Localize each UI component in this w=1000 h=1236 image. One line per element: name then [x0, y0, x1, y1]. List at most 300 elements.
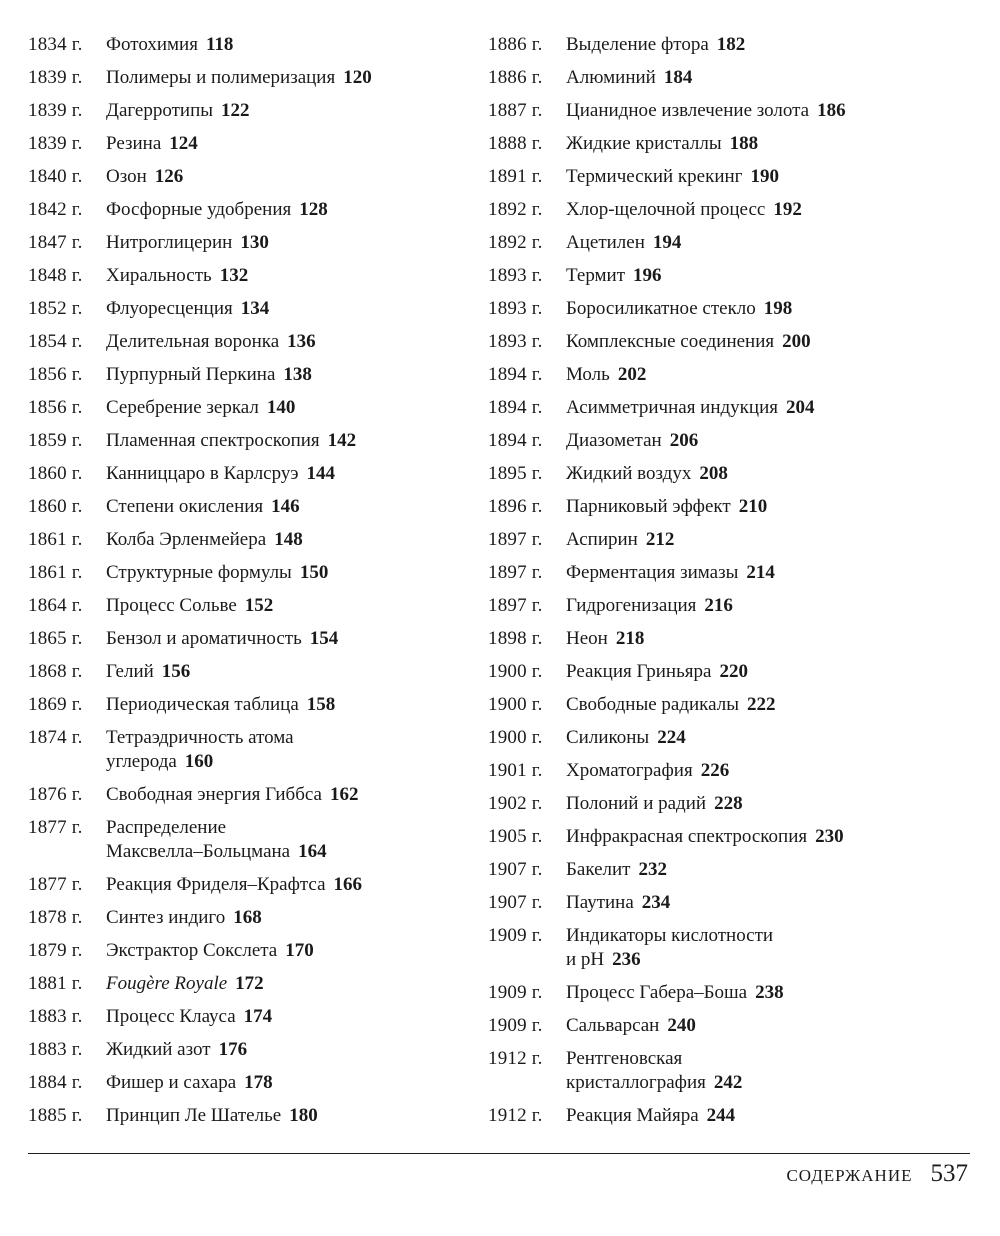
toc-entry-page: 160 [184, 751, 214, 772]
toc-entry-year: 1893 г. [488, 265, 543, 286]
toc-entry-year: 1909 г. [488, 925, 543, 946]
toc-entry [28, 165, 468, 189]
toc-entry-year: 1877 г. [28, 817, 83, 838]
toc-entry [28, 1104, 468, 1128]
toc-entry-text [566, 330, 968, 354]
toc-entry [28, 873, 468, 897]
toc-entry [488, 330, 968, 354]
toc-entry-page: 140 [266, 397, 296, 418]
toc-entry-title: Сальварсан [566, 1015, 660, 1036]
toc-entry-text [106, 783, 468, 807]
toc-entry-year: 1848 г. [28, 265, 83, 286]
toc-entry-text [566, 429, 968, 453]
toc-entry-page: 226 [700, 760, 730, 781]
toc-entry-title: Полимеры и полимеризация [106, 67, 336, 88]
toc-entry-year: 1909 г. [488, 982, 543, 1003]
toc-entry-text [566, 264, 968, 288]
toc-entry [488, 792, 968, 816]
toc-entry-page: 212 [645, 529, 675, 550]
toc-entry [28, 66, 468, 90]
toc-entry-year: 1894 г. [488, 397, 543, 418]
toc-entry-year: 1894 г. [488, 430, 543, 451]
toc-entry [488, 759, 968, 783]
toc-entry-text [566, 792, 968, 816]
toc-entry [488, 132, 968, 156]
toc-entry-title: Тетраэдричность атома [106, 727, 294, 748]
toc-entry-year: 1907 г. [488, 859, 543, 880]
toc-entry-year: 1900 г. [488, 727, 543, 748]
toc-entry-year: 1869 г. [28, 694, 83, 715]
toc-entry-page: 190 [750, 166, 779, 187]
page-footer [786, 1160, 968, 1188]
toc-entry [28, 1071, 468, 1095]
toc-entry-title: Резина [106, 133, 162, 154]
toc-entry-page: 208 [699, 463, 728, 484]
toc-entry-page: 220 [719, 661, 748, 682]
toc-entry-text [566, 231, 968, 255]
toc-entry-page: 184 [663, 67, 693, 88]
toc-entry-text [566, 561, 968, 585]
toc-entry-text [566, 693, 968, 717]
toc-entry-page: 124 [169, 133, 198, 154]
toc-entry [28, 33, 468, 57]
toc-entry [28, 627, 468, 651]
toc-entry-year: 1859 г. [28, 430, 83, 451]
toc-entry-text [566, 594, 968, 618]
toc-entry-year: 1891 г. [488, 166, 543, 187]
toc-entry-title: Жидкий азот [106, 1039, 211, 1060]
toc-entry-text [566, 198, 968, 222]
toc-entry [488, 726, 968, 750]
toc-entry-year: 1865 г. [28, 628, 83, 649]
toc-entry-text [566, 528, 968, 552]
toc-entry-text [106, 198, 468, 222]
toc-entry-text [566, 396, 968, 420]
toc-entry-page: 188 [729, 133, 759, 154]
toc-entry-page: 132 [219, 265, 249, 286]
toc-entry-year: 1860 г. [28, 496, 83, 517]
toc-entry-text [566, 891, 968, 915]
toc-entry-page: 242 [713, 1072, 743, 1093]
toc-entry [28, 594, 468, 618]
toc-entry-page: 214 [746, 562, 775, 583]
toc-right-column [488, 33, 968, 1137]
toc-entry-page: 136 [287, 331, 316, 352]
toc-entry-text [566, 66, 968, 90]
toc-entry-text [106, 132, 468, 156]
toc-entry-text [566, 462, 968, 486]
toc-entry-page: 234 [641, 892, 671, 913]
toc-entry-text [106, 165, 468, 189]
toc-entry [488, 693, 968, 717]
toc-entry [488, 231, 968, 255]
toc-entry [488, 66, 968, 90]
toc-entry [488, 1047, 968, 1095]
toc-entry-title: Паутина [566, 892, 634, 913]
toc-entry-title: Бензол и ароматичность [106, 628, 302, 649]
toc-entry-title: Свободные радикалы [566, 694, 739, 715]
toc-entry-title: Гелий [106, 661, 154, 682]
toc-entry-year: 1898 г. [488, 628, 543, 649]
toc-entry-page: 172 [235, 973, 264, 994]
toc-entry-title: Нитроглицерин [106, 232, 233, 253]
toc-entry-page: 126 [154, 166, 184, 187]
toc-entry-title: Цианидное извлечение золота [566, 100, 810, 121]
toc-entry-page: 118 [205, 34, 234, 55]
toc-entry-text [566, 363, 968, 387]
toc-entry [28, 783, 468, 807]
toc-entry-year: 1885 г. [28, 1105, 83, 1126]
toc-entry-text [566, 981, 968, 1005]
toc-entry-text [106, 231, 468, 255]
toc-entry-title: Боросиликатное стекло [566, 298, 756, 319]
toc-entry-year: 1897 г. [488, 562, 543, 583]
toc-entry [488, 429, 968, 453]
toc-entry [488, 297, 968, 321]
toc-entry-year: 1912 г. [488, 1048, 543, 1069]
toc-entry-text [106, 1104, 468, 1128]
toc-entry-title: Фишер и сахара [106, 1072, 237, 1093]
toc-entry [488, 198, 968, 222]
toc-entry-text [566, 165, 968, 189]
toc-entry-year: 1886 г. [488, 34, 543, 55]
toc-entry-text [566, 99, 968, 123]
toc-entry-year: 1912 г. [488, 1105, 543, 1126]
toc-entry-text [106, 972, 468, 996]
toc-entry-title-continued: кристаллография [566, 1072, 706, 1093]
toc-entry-page: 202 [617, 364, 647, 385]
toc-entry-year: 1888 г. [488, 133, 543, 154]
toc-entry-title: Жидкий воздух [566, 463, 692, 484]
toc-entry-text [106, 99, 468, 123]
toc-entry-title: Делительная воронка [106, 331, 280, 352]
toc-entry [28, 939, 468, 963]
toc-entry-page: 142 [327, 430, 357, 451]
toc-entry-page: 156 [161, 661, 191, 682]
toc-entry [488, 528, 968, 552]
toc-entry [28, 363, 468, 387]
toc-entry-title: Асимметричная индукция [566, 397, 778, 418]
toc-entry-year: 1840 г. [28, 166, 83, 187]
toc-entry-title: Выделение фтора [566, 34, 709, 55]
toc-entry [488, 99, 968, 123]
toc-entry-year: 1905 г. [488, 826, 543, 847]
toc-entry-text [106, 627, 468, 651]
toc-entry-year: 1847 г. [28, 232, 83, 253]
toc-entry [488, 924, 968, 972]
toc-entry-text [566, 495, 968, 519]
toc-entry [28, 429, 468, 453]
toc-entry-year: 1854 г. [28, 331, 83, 352]
toc-entry-year: 1874 г. [28, 727, 83, 748]
toc-entry-page: 148 [274, 529, 303, 550]
toc-entry-title: Канниццаро в Карлсруэ [106, 463, 299, 484]
toc-entry-title: Реакция Майяра [566, 1105, 699, 1126]
toc-entry-title: Полоний и радий [566, 793, 707, 814]
toc-entry-title: Экстрактор Сокслета [106, 940, 278, 961]
toc-entry-title: Инфракрасная спектроскопия [566, 826, 808, 847]
toc-entry-title: Принцип Ле Шателье [106, 1105, 282, 1126]
toc-entry-text [106, 1038, 468, 1062]
toc-entry-page: 170 [285, 940, 314, 961]
toc-entry-title: Алюминий [566, 67, 656, 88]
toc-entry [488, 462, 968, 486]
toc-entry-year: 1893 г. [488, 298, 543, 319]
toc-entry-text [106, 816, 468, 864]
toc-entry-title: Хроматография [566, 760, 693, 781]
toc-entry-title: Термический крекинг [566, 166, 743, 187]
toc-entry-page: 130 [240, 232, 269, 253]
toc-entry-title: Фосфорные удобрения [106, 199, 292, 220]
toc-entry-text [106, 1071, 468, 1095]
toc-entry-title: Синтез индиго [106, 907, 226, 928]
toc-entry-title: Дагерротипы [106, 100, 214, 121]
page-number: 537 [930, 1160, 968, 1187]
toc-entry-page: 128 [299, 199, 328, 220]
toc-entry-title: Пламенная спектроскопия [106, 430, 320, 451]
toc-entry-text [106, 873, 468, 897]
toc-entry-text [566, 660, 968, 684]
toc-entry-page: 238 [755, 982, 784, 1003]
toc-entry-title: Фотохимия [106, 34, 198, 55]
toc-entry-page: 158 [306, 694, 336, 715]
toc-entry-title: Моль [566, 364, 610, 385]
toc-entry-year: 1909 г. [488, 1015, 543, 1036]
toc-entry-page: 144 [306, 463, 336, 484]
toc-entry-title: Бакелит [566, 859, 631, 880]
toc-entry-year: 1901 г. [488, 760, 543, 781]
toc-entry-text [106, 693, 468, 717]
toc-entry [488, 363, 968, 387]
toc-entry-page: 198 [763, 298, 793, 319]
toc-entry [488, 627, 968, 651]
toc-entry-title: Индикаторы кислотности [566, 925, 774, 946]
toc-entry-page: 134 [240, 298, 270, 319]
toc-entry-text [106, 429, 468, 453]
toc-entry [488, 1014, 968, 1038]
toc-entry-page: 232 [638, 859, 667, 880]
toc-entry-title-continued: углерода [106, 751, 177, 772]
toc-entry [28, 1005, 468, 1029]
toc-entry [28, 561, 468, 585]
toc-entry-year: 1864 г. [28, 595, 83, 616]
toc-entry-title: Озон [106, 166, 147, 187]
toc-entry-year: 1894 г. [488, 364, 543, 385]
toc-entry-page: 206 [669, 430, 699, 451]
footer-divider [28, 1153, 970, 1154]
toc-entry-year: 1839 г. [28, 67, 83, 88]
toc-entry-title: Силиконы [566, 727, 650, 748]
footer-section-title: СОДЕРЖАНИЕ [786, 1166, 913, 1185]
toc-entry-text [566, 33, 968, 57]
toc-entry-title: Распределение [106, 817, 227, 838]
toc-entry-page: 120 [343, 67, 372, 88]
toc-entry [488, 264, 968, 288]
toc-entry-page: 154 [309, 628, 339, 649]
toc-entry [488, 981, 968, 1005]
toc-entry [28, 972, 468, 996]
toc-entry-page: 236 [612, 949, 641, 970]
toc-entry [28, 1038, 468, 1062]
toc-entry-text [566, 825, 968, 849]
toc-entry-page: 138 [283, 364, 312, 385]
toc-entry-page: 182 [716, 34, 746, 55]
toc-entry-text [106, 264, 468, 288]
toc-entry-year: 1878 г. [28, 907, 83, 928]
toc-entry [28, 330, 468, 354]
toc-entry-text [106, 726, 468, 774]
toc-entry-page: 178 [244, 1072, 273, 1093]
toc-entry-page: 210 [738, 496, 768, 517]
toc-entry-year: 1856 г. [28, 364, 83, 385]
toc-entry-year: 1886 г. [488, 67, 543, 88]
toc-entry [28, 528, 468, 552]
toc-entry-title: Флуоресценция [106, 298, 233, 319]
toc-entry-text [566, 858, 968, 882]
toc-entry-year: 1887 г. [488, 100, 543, 121]
toc-entry-text [106, 396, 468, 420]
toc-entry-title: Процесс Сольве [106, 595, 237, 616]
toc-entry [28, 495, 468, 519]
toc-entry [28, 99, 468, 123]
toc-entry-year: 1895 г. [488, 463, 543, 484]
toc-entry-title: Структурные формулы [106, 562, 292, 583]
toc-entry-text [106, 528, 468, 552]
toc-entry-text [566, 627, 968, 651]
toc-entry-title: Аспирин [566, 529, 638, 550]
toc-entry [28, 264, 468, 288]
toc-entry-year: 1907 г. [488, 892, 543, 913]
toc-entry-page: 244 [706, 1105, 736, 1126]
toc-entry-page: 240 [667, 1015, 696, 1036]
toc-entry-title: Гидрогенизация [566, 595, 697, 616]
toc-entry [28, 660, 468, 684]
toc-entry-page: 166 [333, 874, 363, 895]
toc-entry-page: 230 [815, 826, 844, 847]
toc-entry-year: 1896 г. [488, 496, 543, 517]
toc-entry-text [106, 462, 468, 486]
toc-entry-year: 1879 г. [28, 940, 83, 961]
toc-entry-title: Парниковый эффект [566, 496, 731, 517]
toc-entry-year: 1860 г. [28, 463, 83, 484]
toc-entry-title: Реакция Фриделя–Крафтса [106, 874, 326, 895]
toc-entry [28, 906, 468, 930]
toc-entry-text [566, 924, 968, 972]
toc-entry-title-continued: Максвелла–Больцмана [106, 841, 291, 862]
toc-entry [488, 561, 968, 585]
toc-entry-text [106, 594, 468, 618]
toc-entry-year: 1883 г. [28, 1006, 83, 1027]
toc-entry-title-continued: и pH [566, 949, 605, 970]
toc-entry-title: Жидкие кристаллы [566, 133, 722, 154]
toc-entry [28, 693, 468, 717]
toc-entry-year: 1868 г. [28, 661, 83, 682]
toc-entry [488, 594, 968, 618]
toc-entry [28, 462, 468, 486]
toc-entry-year: 1842 г. [28, 199, 83, 220]
toc-entry-text [566, 132, 968, 156]
toc-entry-year: 1861 г. [28, 529, 83, 550]
toc-entry-page: 218 [615, 628, 645, 649]
toc-entry-page: 224 [657, 727, 686, 748]
toc-entry-text [106, 495, 468, 519]
toc-entry-text [566, 297, 968, 321]
toc-entry-text [106, 939, 468, 963]
toc-entry-text [106, 906, 468, 930]
toc-entry-text [566, 726, 968, 750]
toc-entry-title: Процесс Клауса [106, 1006, 236, 1027]
toc-entry-text [566, 1014, 968, 1038]
toc-entry-page: 204 [786, 397, 815, 418]
toc-entry [488, 858, 968, 882]
toc-entry [488, 891, 968, 915]
toc-entry [28, 816, 468, 864]
toc-entry-title: Диазометан [566, 430, 662, 451]
toc-entry-title: Хлор-щелочной процесс [566, 199, 766, 220]
toc-entry-text [566, 1047, 968, 1095]
toc-entry [28, 132, 468, 156]
toc-entry-page: 152 [244, 595, 274, 616]
toc-entry-title: Колба Эрленмейера [106, 529, 267, 550]
toc-entry [28, 726, 468, 774]
toc-entry-page: 194 [652, 232, 682, 253]
toc-entry-page: 150 [299, 562, 329, 583]
toc-entry-page: 228 [714, 793, 743, 814]
toc-entry-title: Комплексные соединения [566, 331, 775, 352]
toc-left-column [28, 33, 468, 1137]
toc-entry-title: Серебрение зеркал [106, 397, 259, 418]
toc-entry-page: 196 [633, 265, 662, 286]
toc-entry [28, 198, 468, 222]
toc-entry [488, 1104, 968, 1128]
toc-entry-year: 1897 г. [488, 595, 543, 616]
toc-entry-page: 192 [773, 199, 802, 220]
toc-entry-year: 1839 г. [28, 100, 83, 121]
toc-entry-year: 1897 г. [488, 529, 543, 550]
toc-entry-title: Ацетилен [566, 232, 645, 253]
toc-entry-title: Периодическая таблица [106, 694, 299, 715]
toc-entry-year: 1902 г. [488, 793, 543, 814]
toc-entry-text [106, 363, 468, 387]
toc-entry-year: 1900 г. [488, 661, 543, 682]
toc-entry-year: 1883 г. [28, 1039, 83, 1060]
toc-entry-year: 1839 г. [28, 133, 83, 154]
toc-entry-year: 1877 г. [28, 874, 83, 895]
toc-entry-text [106, 330, 468, 354]
toc-entry [488, 825, 968, 849]
toc-entry-title: Процесс Габера–Боша [566, 982, 748, 1003]
toc-entry-page: 216 [704, 595, 733, 616]
toc-entry-text [106, 660, 468, 684]
toc-entry-year: 1852 г. [28, 298, 83, 319]
toc-entry [28, 297, 468, 321]
toc-entry-text [106, 561, 468, 585]
toc-entry-year: 1834 г. [28, 34, 83, 55]
toc-entry-year: 1884 г. [28, 1072, 83, 1093]
toc-entry-page: 186 [817, 100, 846, 121]
toc-entry-page: 146 [271, 496, 300, 517]
toc-entry-year: 1892 г. [488, 232, 543, 253]
toc-entry-text [106, 297, 468, 321]
toc-entry-text [566, 1104, 968, 1128]
toc-entry-year: 1856 г. [28, 397, 83, 418]
toc-entry-year: 1892 г. [488, 199, 543, 220]
toc-entry-title: Пурпурный Перкина [106, 364, 276, 385]
toc-entry-title: Ферментация зимазы [566, 562, 739, 583]
toc-entry-page: 174 [243, 1006, 273, 1027]
toc-entry-text [566, 759, 968, 783]
toc-entry-title: Fougère Royale [106, 973, 228, 994]
